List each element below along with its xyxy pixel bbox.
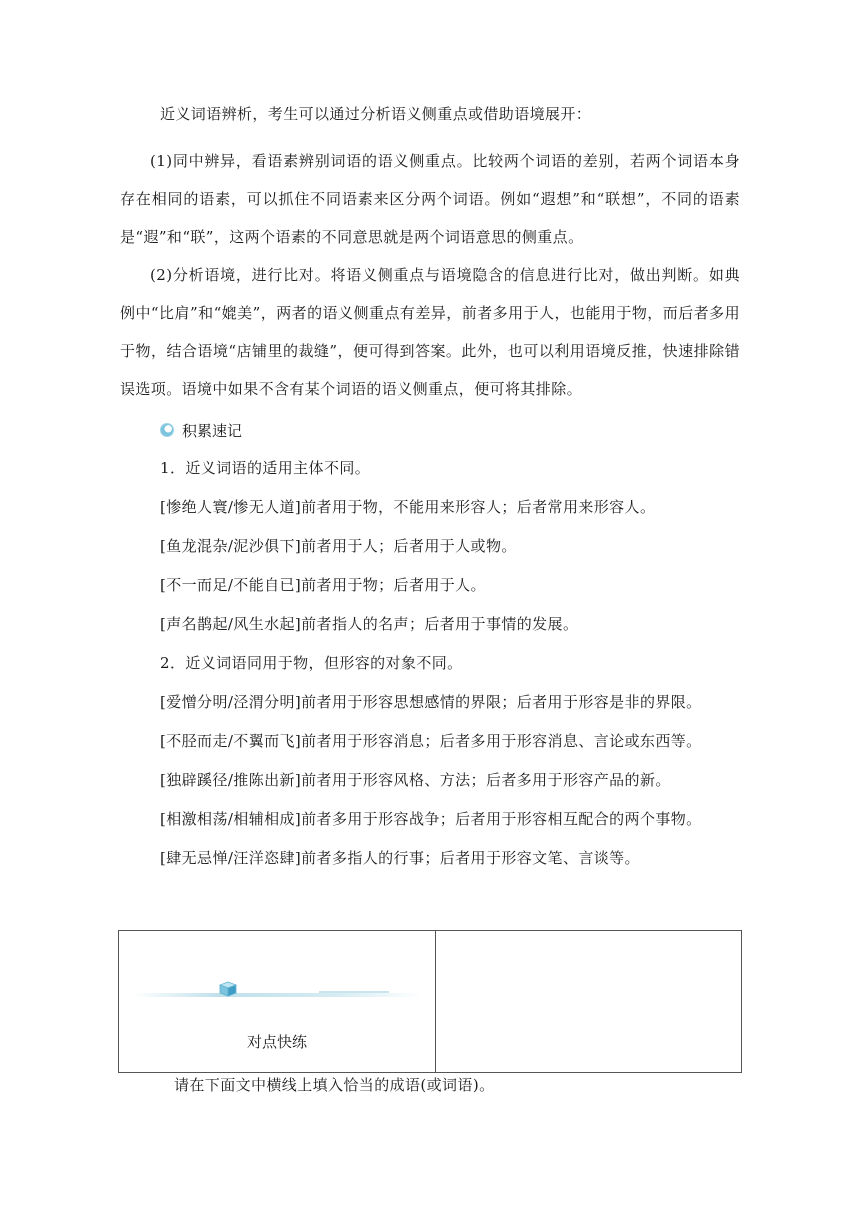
decorative-line xyxy=(133,993,423,997)
point-2-paragraph: (2)分析语境，进行比对。将语义侧重点与语境隐含的信息进行比对，做出判断。如典例中“比肩”和“媲美”，两者的语义侧重点有差异，前者多用于人，也能用于物，而后者多用于物，结合语境“店铺里的裁缝”，便可得到答案。此外，也可以利用语境反推，快速排除错误选项。语境中如果不含有某个词语的语义侧重点，便可将其排除。 xyxy=(120,266,740,398)
group-1-heading: 1．近义词语的适用主体不同。 xyxy=(160,459,371,477)
cube-icon xyxy=(219,981,237,997)
group-2-item: [不胫而走/不翼而飞]前者用于形容消息；后者多用于形容消息、言论或东西等。 xyxy=(160,732,702,750)
group-1-item: [惨绝人寰/惨无人道]前者用于物，不能用来形容人；后者常用来形容人。 xyxy=(160,498,656,516)
point-1-paragraph: (1)同中辨异，看语素辨别词语的语义侧重点。比较两个词语的差别，若两个词语本身存在相同的语素，可以抓住不同语素来区分两个词语。例如“遐想”和“联想”，不同的语素是“遐”和“联”，这两个语素的不同意思就是两个词语意思的侧重点。 xyxy=(120,152,740,246)
group-1-item: [声名鹊起/风生水起]前者指人的名声；后者用于事情的发展。 xyxy=(160,615,579,633)
intro-text: 近义词语辨析，考生可以通过分析语义侧重点或借助语境展开： xyxy=(160,105,592,123)
instruction-text: 请在下面文中横线上填入恰当的成语(或词语)。 xyxy=(174,1076,495,1094)
bullet-circle-icon xyxy=(160,423,174,437)
practice-header-table xyxy=(118,930,742,1073)
group-2-item: [肆无忌惮/汪洋恣肆]前者多指人的行事；后者用于形容文笔、言谈等。 xyxy=(160,849,640,867)
group-2-heading: 2．近义词语同用于物，但形容的对象不同。 xyxy=(160,654,463,672)
section-title: 积累速记 xyxy=(182,421,243,440)
group-2-item: [相激相荡/相辅相成]前者多用于形容战争；后者用于形容相互配合的两个事物。 xyxy=(160,810,702,828)
empty-cell xyxy=(436,931,741,1072)
practice-title: 对点快练 xyxy=(246,1033,307,1051)
section-heading xyxy=(160,420,242,440)
group-1-item: [不一而足/不能自已]前者用于物；后者用于人。 xyxy=(160,576,486,594)
decorative-line-accent xyxy=(319,991,389,993)
group-2-item: [独辟蹊径/推陈出新]前者用于形容风格、方法；后者多用于形容产品的新。 xyxy=(160,771,671,789)
group-2-item: [爱憎分明/泾渭分明]前者用于形容思想感情的界限；后者用于形容是非的界限。 xyxy=(160,693,702,711)
group-1-item: [鱼龙混杂/泥沙俱下]前者用于人；后者用于人或物。 xyxy=(160,537,517,555)
practice-header-cell xyxy=(119,931,436,1072)
